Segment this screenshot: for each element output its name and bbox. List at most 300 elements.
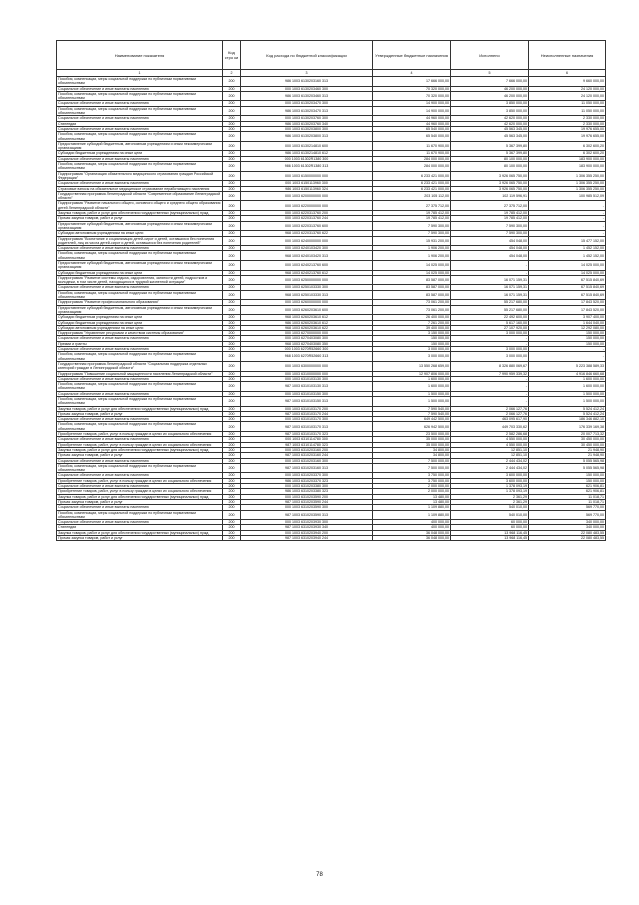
executed-amount-cell: 46 200 000,00 (451, 91, 529, 101)
budget-code-cell: 968 1003 6270R52660 313 (241, 352, 373, 362)
line-code-cell: 200 (223, 151, 241, 156)
budget-code-cell: 000 1003 6310203380 300 (241, 484, 373, 489)
approved-amount-cell: 6 233 421 000,00 (373, 186, 451, 191)
table-row (57, 463, 606, 473)
approved-amount-cell: 34 800,00 (373, 453, 451, 458)
executed-amount-cell: 1 378 093,19 (451, 489, 529, 494)
executed-amount-cell: 55 217 680,00 (451, 305, 529, 315)
executed-amount-cell: 60 000,00 (451, 525, 529, 530)
approved-amount-cell: 36 048 000,00 (373, 530, 451, 535)
unexecuted-amount-cell: 24 120 000,00 (529, 91, 606, 101)
executed-amount-cell: 2 582 286,68 (451, 432, 529, 437)
executed-amount-cell: 22 492 600,00 (451, 315, 529, 320)
approved-amount-cell: 13 480,00 (373, 494, 451, 499)
budget-code-cell: 987 1003 6310203930 340 (241, 525, 373, 530)
unexecuted-amount-cell: 569 770,00 (529, 510, 606, 520)
budget-code-cell: 987 1003 6310103130 313 (241, 382, 373, 392)
approved-amount-cell: 3 750 000,00 (373, 473, 451, 478)
executed-amount-cell: 16 071 159,31 (451, 285, 529, 290)
budget-code-cell: 987 1003 6310203590 313 (241, 510, 373, 520)
executed-amount-cell: 45 563 345,00 (451, 132, 529, 142)
unexecuted-amount-cell: - (529, 211, 606, 216)
executed-amount-cell: 12 851,10 (451, 447, 529, 452)
indicator-name-cell: Предоставление субсидий бюджетным, автономным учреждениям и иным некоммерческим организациям (57, 305, 223, 315)
line-code-cell: 200 (223, 77, 241, 87)
table-row (57, 221, 606, 231)
indicator-name-cell: Закупка товаров, работ и услуг для обеспечения государственных (муниципальных) нужд (57, 211, 223, 216)
unexecuted-amount-cell: 19 976 655,00 (529, 126, 606, 131)
indicator-name-cell: Социальное обеспечение и иные выплаты населению (57, 437, 223, 442)
indicator-name-cell: Прочая закупка товаров, работ и услуг (57, 216, 223, 221)
executed-amount-cell: 102 119 596,91 (451, 191, 529, 201)
indicator-name-cell: Пособия, компенсации, меры социальной поддержки по публичным нормативным обязательствам (57, 290, 223, 300)
indicator-name-cell: Пособия, компенсации, меры социальной поддержки по публичным нормативным обязательствам (57, 132, 223, 142)
indicator-name-cell: Социальное обеспечение и иные выплаты населению (57, 505, 223, 510)
unexecuted-amount-cell: 12 292 080,00 (529, 325, 606, 330)
indicator-name-cell: Государственная программа Ленинградской области "Современное образование Ленинградской области" (57, 191, 223, 201)
unexecuted-amount-cell: 6 302 600,20 (529, 151, 606, 156)
indicator-name-cell: Приобретение товаров, работ, услуг в пользу граждан в целях их социального обеспечения (57, 442, 223, 447)
approved-amount-cell: 13 550 268 659,00 (373, 361, 451, 371)
table-body (57, 77, 606, 541)
unexecuted-amount-cell: 67 515 840,69 (529, 290, 606, 300)
approved-amount-cell: 400 000,00 (373, 520, 451, 525)
indicator-name-cell: Подпрограмма "Воспитание и социализация детей-сирот и детей, оставшихся без попечения родителей, лиц из числа детей-сирот и детей, оставшихся без попечения родителей" (57, 236, 223, 246)
indicator-name-cell: Социальное обеспечение и иные выплаты населению (57, 156, 223, 161)
budget-code-cell: 000 1003 6200000000 000 (241, 191, 373, 201)
indicator-name-cell: Стипендии (57, 525, 223, 530)
indicator-name-cell: Субсидии автономным учреждениям на иные цели (57, 231, 223, 236)
indicator-name-cell: Подпрограмма "Развитие системы отдыха, оздоровления, занятости детей, подростков и молодежи, в том числе детей, находящихся в трудной жизненной ситуации" (57, 275, 223, 285)
header-executed: Исполнено (451, 41, 529, 70)
line-code-cell: 200 (223, 320, 241, 325)
indicator-name-cell: Государственная программа Ленинградской области "Социальная поддержка отдельных категорий граждан в Ленинградской области" (57, 361, 223, 371)
table-row (57, 77, 606, 87)
unexecuted-amount-cell: 21 948,90 (529, 447, 606, 452)
line-code-cell: 200 (223, 86, 241, 91)
budget-code-cell: 000 1003 6130203470 300 (241, 101, 373, 106)
indicator-name-cell: Социальное обеспечение и иные выплаты населению (57, 246, 223, 251)
unexecuted-amount-cell: 1 500 000,00 (529, 391, 606, 396)
approved-amount-cell: 3 750 000,00 (373, 478, 451, 483)
table-row (57, 141, 606, 151)
line-code-cell: 200 (223, 422, 241, 432)
unexecuted-amount-cell: 3 907 400,00 (529, 315, 606, 320)
indicator-name-cell: Социальное обеспечение и иные выплаты населению (57, 473, 223, 478)
approved-amount-cell: 2 000 000,00 (373, 484, 451, 489)
executed-amount-cell: - (451, 336, 529, 341)
budget-code-cell: 000 1003 6310203160 300 (241, 458, 373, 463)
line-code-cell: 200 (223, 371, 241, 376)
executed-amount-cell: 463 095 617,90 (451, 417, 529, 422)
unexecuted-amount-cell: - (529, 201, 606, 211)
executed-amount-cell: 16 071 159,31 (451, 290, 529, 300)
indicator-name-cell: Премии и гранты (57, 341, 223, 346)
unexecuted-amount-cell: 150 000,00 (529, 341, 606, 346)
unexecuted-amount-cell: 24 120 000,00 (529, 86, 606, 91)
executed-amount-cell: 7 590 300,00 (451, 221, 529, 231)
executed-amount-cell: - (451, 397, 529, 407)
table-row (57, 171, 606, 181)
line-code-cell: 200 (223, 275, 241, 285)
line-code-cell: 200 (223, 382, 241, 392)
indicator-name-cell: Пособия, компенсации, меры социальной поддержки по публичным нормативным обязательствам (57, 397, 223, 407)
line-code-cell: 200 (223, 101, 241, 106)
line-code-cell: 200 (223, 505, 241, 510)
unexecuted-amount-cell: 340 000,00 (529, 525, 606, 530)
line-code-cell: 200 (223, 391, 241, 396)
budget-code-cell: 986 1003 61302R1380 313 (241, 162, 373, 172)
approved-amount-cell: 7 261 200,00 (373, 320, 451, 325)
line-code-cell: 200 (223, 411, 241, 416)
approved-amount-cell: 7 590 300,00 (373, 231, 451, 236)
approved-amount-cell: 17 666 000,00 (373, 77, 451, 87)
line-code-cell: 200 (223, 484, 241, 489)
indicator-name-cell: Стипендии (57, 121, 223, 126)
approved-amount-cell: 35 000 000,00 (373, 442, 451, 447)
unexecuted-amount-cell: 5 524 412,24 (529, 406, 606, 411)
budget-code-cell: 000 1003 6310103150 300 (241, 391, 373, 396)
unexecuted-amount-cell: 1 452 152,00 (529, 246, 606, 251)
table-row (57, 191, 606, 201)
executed-amount-cell: 55 217 680,00 (451, 300, 529, 305)
executed-amount-cell: - (451, 341, 529, 346)
approved-amount-cell: 14 900 000,00 (373, 106, 451, 116)
line-code-cell: 200 (223, 201, 241, 211)
indicator-name-cell: Пособия, компенсации, меры социальной поддержки по публичным нормативным обязательствам (57, 352, 223, 362)
budget-code-cell: 000 1003 6310000000 000 (241, 371, 373, 376)
budget-code-cell: 986 1003 6130203470 313 (241, 106, 373, 116)
approved-amount-cell: 7 500 000,00 (373, 458, 451, 463)
budget-code-cell: 987 1003 6310103170 323 (241, 432, 373, 437)
unexecuted-amount-cell: 1 600 000,00 (529, 382, 606, 392)
approved-amount-cell: 6 233 421 000,00 (373, 171, 451, 181)
indicator-name-cell: Субсидии автономным учреждениям на иные цели (57, 325, 223, 330)
approved-amount-cell: 7 590 540,00 (373, 411, 451, 416)
approved-amount-cell: 27 375 712,00 (373, 201, 451, 211)
budget-code-cell: 968 1003 6240213760 612 (241, 270, 373, 275)
approved-amount-cell: 1 500 000,00 (373, 391, 451, 396)
unexecuted-amount-cell: 5 524 412,24 (529, 411, 606, 416)
approved-amount-cell: 44 960 000,00 (373, 121, 451, 126)
unexecuted-amount-cell: 67 515 840,69 (529, 285, 606, 290)
unexecuted-amount-cell: 176 339 169,38 (529, 422, 606, 432)
unexecuted-amount-cell: 150 000,00 (529, 336, 606, 341)
approved-amount-cell: 11 670 900,00 (373, 151, 451, 156)
indicator-name-cell: Социальное обеспечение и иные выплаты населению (57, 458, 223, 463)
budget-code-cell: 986 1003 6130203460 313 (241, 91, 373, 101)
approved-amount-cell: 65 540 000,00 (373, 126, 451, 131)
executed-amount-cell: 42 620 000,00 (451, 121, 529, 126)
line-code-cell: 200 (223, 520, 241, 525)
unexecuted-amount-cell: 1 306 355 250,00 (529, 171, 606, 181)
budget-code-cell: 000 1003 6270R52660 300 (241, 347, 373, 352)
approved-amount-cell: 1 600 000,00 (373, 382, 451, 392)
indicator-name-cell: Подпрограмма "Организация обязательного медицинского страхования граждан Российской Федерации" (57, 171, 223, 181)
budget-code-cell: 987 1003 6310114780 323 (241, 442, 373, 447)
budget-code-cell: 000 1003 6220313760 600 (241, 221, 373, 231)
line-code-cell: 200 (223, 171, 241, 181)
approved-amount-cell: 6 233 421 000,00 (373, 181, 451, 186)
line-code-cell: 200 (223, 231, 241, 236)
unexecuted-amount-cell: 20 007 713,32 (529, 432, 606, 437)
approved-amount-cell: 36 048 000,00 (373, 536, 451, 541)
table-row (57, 510, 606, 520)
approved-amount-cell: 14 025 000,00 (373, 260, 451, 270)
indicator-name-cell: Предоставление субсидий бюджетным, автономным учреждениям и иным некоммерческим организациям (57, 221, 223, 231)
unexecuted-amount-cell: 340 000,00 (529, 520, 606, 525)
budget-code-cell: 000 1003 6310103170 300 (241, 417, 373, 422)
unexecuted-amount-cell: 621 906,81 (529, 489, 606, 494)
budget-code-cell: 000 1003 6150000000 000 (241, 171, 373, 181)
unexecuted-amount-cell: - (529, 352, 606, 362)
approved-amount-cell: 14 025 000,00 (373, 270, 451, 275)
executed-amount-cell: 540 010,00 (451, 510, 529, 520)
budget-code-cell: 986 1003 6130203760 340 (241, 121, 373, 126)
unexecuted-amount-cell: 1 306 355 250,00 (529, 186, 606, 191)
budget-code-cell: 000 1003 6240103420 300 (241, 246, 373, 251)
executed-amount-cell: 19 785 412,00 (451, 216, 529, 221)
approved-amount-cell: 35 000 000,00 (373, 437, 451, 442)
indicator-name-cell: Подпрограмма "Повышение социальной защищенности населения Ленинградской области" (57, 371, 223, 376)
executed-amount-cell: 7 590 300,00 (451, 231, 529, 236)
unexecuted-amount-cell: 30 450 000,00 (529, 437, 606, 442)
line-code-cell: 200 (223, 536, 241, 541)
table-row (57, 361, 606, 371)
unexecuted-amount-cell: 1 452 152,00 (529, 251, 606, 261)
budget-code-cell: 000 1003 6250000000 000 (241, 275, 373, 285)
budget-code-cell: 000 1003 6220000000 000 (241, 201, 373, 211)
line-code-cell: 200 (223, 121, 241, 126)
approved-amount-cell: 1 109 880,00 (373, 510, 451, 520)
line-code-cell: 200 (223, 489, 241, 494)
approved-amount-cell: 83 587 000,00 (373, 285, 451, 290)
table-row (57, 352, 606, 362)
table-row (57, 275, 606, 285)
executed-amount-cell: 5 367 399,80 (451, 141, 529, 151)
executed-amount-cell: 2 066 127,76 (451, 411, 529, 416)
executed-amount-cell: 3 600 000,00 (451, 473, 529, 478)
budget-code-cell: 000 1003 6130203760 300 (241, 116, 373, 121)
approved-amount-cell: 1 906 200,00 (373, 246, 451, 251)
line-code-cell: 200 (223, 106, 241, 116)
table-row (57, 260, 606, 270)
executed-amount-cell: 3 000 000,00 (451, 347, 529, 352)
table-row (57, 305, 606, 315)
budget-code-cell: 968 1003 6260203610 612 (241, 315, 373, 320)
unexecuted-amount-cell: 15 477 152,00 (529, 236, 606, 246)
approved-amount-cell: 1 500 000,00 (373, 397, 451, 407)
unexecuted-amount-cell: 5 223 388 589,33 (529, 361, 606, 371)
executed-amount-cell: 449 703 330,62 (451, 422, 529, 432)
line-code-cell: 200 (223, 499, 241, 504)
budget-code-cell: 000 1003 6250103330 300 (241, 285, 373, 290)
executed-amount-cell: 5 367 399,80 (451, 151, 529, 156)
executed-amount-cell: 60 000,00 (451, 520, 529, 525)
executed-amount-cell: 7 666 000,00 (451, 77, 529, 87)
unexecuted-amount-cell: 11 050 000,00 (529, 106, 606, 116)
executed-amount-cell: 3 600 000,00 (451, 478, 529, 483)
line-code-cell: 200 (223, 458, 241, 463)
approved-amount-cell: 44 960 000,00 (373, 116, 451, 121)
indicator-name-cell: Закупка товаров, работ и услуг для обеспечения государственных (муниципальных) нужд (57, 494, 223, 499)
unexecuted-amount-cell: 5 055 565,98 (529, 463, 606, 473)
unexecuted-amount-cell: 6 302 600,20 (529, 141, 606, 151)
unexecuted-amount-cell: 150 000,00 (529, 478, 606, 483)
budget-code-cell: 000 1003 6310114780 300 (241, 437, 373, 442)
table-row (57, 397, 606, 407)
executed-amount-cell: 16 071 159,31 (451, 275, 529, 285)
indicator-name-cell: Социальное обеспечение и иные выплаты населению (57, 484, 223, 489)
unexecuted-amount-cell: 1 306 355 250,00 (529, 181, 606, 186)
budget-code-cell: 986 1003 6130203800 313 (241, 132, 373, 142)
unexecuted-amount-cell: 1 644 040,00 (529, 320, 606, 325)
approved-amount-cell: 150 000,00 (373, 341, 451, 346)
budget-code-cell: 987 1003 6310203590 244 (241, 499, 373, 504)
executed-amount-cell: 3 850 000,00 (451, 101, 529, 106)
budget-code-cell: 968 1003 6220313760 622 (241, 231, 373, 236)
budget-code-cell: 987 1003 6310103150 313 (241, 397, 373, 407)
unexecuted-amount-cell: 22 080 483,55 (529, 530, 606, 535)
executed-amount-cell: 3 926 065 750,00 (451, 171, 529, 181)
unexecuted-amount-cell: 183 900 000,00 (529, 156, 606, 161)
index-cell: 5 (451, 70, 529, 77)
budget-code-cell: 968 1003 6270403080 350 (241, 341, 373, 346)
executed-amount-cell: 3 926 065 750,00 (451, 181, 529, 186)
table-row (57, 132, 606, 142)
unexecuted-amount-cell: - (529, 216, 606, 221)
unexecuted-amount-cell: 621 906,81 (529, 484, 606, 489)
executed-amount-cell: 8 326 880 069,67 (451, 361, 529, 371)
line-code-cell: 200 (223, 300, 241, 305)
budget-code-cell: 000 1003 6300000000 000 (241, 361, 373, 371)
indicator-name-cell: Социальное обеспечение и иные выплаты населению (57, 520, 223, 525)
indicator-name-cell: Социальное обеспечение и иные выплаты населению (57, 376, 223, 381)
executed-amount-cell: - (451, 376, 529, 381)
approved-amount-cell: 26 400 000,00 (373, 315, 451, 320)
indicator-name-cell: Пособия, компенсации, меры социальной поддержки по публичным нормативным обязательствам (57, 106, 223, 116)
indicator-name-cell: Предоставление субсидий бюджетным, автономным учреждениям и иным некоммерческим организациям (57, 141, 223, 151)
line-code-cell: 200 (223, 463, 241, 473)
approved-amount-cell: 34 800,00 (373, 447, 451, 452)
approved-amount-cell: 65 540 000,00 (373, 132, 451, 142)
table-row (57, 91, 606, 101)
approved-amount-cell: 14 900 000,00 (373, 101, 451, 106)
line-code-cell: 200 (223, 260, 241, 270)
executed-amount-cell: 27 107 920,00 (451, 325, 529, 330)
approved-amount-cell: 70 320 000,00 (373, 86, 451, 91)
indicator-name-cell: Прочая закупка товаров, работ и услуг (57, 499, 223, 504)
table-row (57, 422, 606, 432)
budget-code-cell: 000 1003 6310203370 300 (241, 473, 373, 478)
approved-amount-cell: 7 500 000,00 (373, 463, 451, 473)
header-approved: Утвержденные бюджетные назначения (373, 41, 451, 70)
budget-code-cell: 000 1003 6270403080 300 (241, 336, 373, 341)
line-code-cell: 200 (223, 216, 241, 221)
line-code-cell: 200 (223, 315, 241, 320)
table-row (57, 536, 606, 541)
line-code-cell: 200 (223, 251, 241, 261)
indicator-name-cell: Пособия, компенсации, меры социальной поддержки по публичным нормативным обязательствам (57, 422, 223, 432)
line-code-cell: 200 (223, 221, 241, 231)
approved-amount-cell: 3 150 000,00 (373, 331, 451, 336)
approved-amount-cell: 284 000 000,00 (373, 162, 451, 172)
indicator-name-cell: Пособия, компенсации, меры социальной поддержки по публичным нормативным обязательствам (57, 382, 223, 392)
table-index-row (57, 70, 606, 77)
index-cell: 2 (223, 70, 241, 77)
executed-amount-cell: 2 361,29 (451, 499, 529, 504)
indicator-name-cell: Приобретение товаров, работ, услуг в пользу граждан в целях их социального обеспечения (57, 432, 223, 437)
budget-code-cell: 968 1003 6250103330 313 (241, 290, 373, 300)
indicator-name-cell: Социальное обеспечение и иные выплаты населению (57, 181, 223, 186)
line-code-cell: 200 (223, 406, 241, 411)
budget-code-cell: 968 1003 6260203610 622 (241, 325, 373, 330)
executed-amount-cell: - (451, 260, 529, 270)
budget-code-cell: 000 1003 6130214810 600 (241, 141, 373, 151)
budget-code-cell: 000 1003 6220313760 244 (241, 216, 373, 221)
executed-amount-cell: 13 968 116,45 (451, 530, 529, 535)
budget-code-cell: 000 1003 6310203930 300 (241, 520, 373, 525)
approved-amount-cell: 39 400 000,00 (373, 325, 451, 330)
unexecuted-amount-cell: 11 018,71 (529, 494, 606, 499)
executed-amount-cell: 1 378 093,19 (451, 484, 529, 489)
approved-amount-cell: 73 061 200,00 (373, 305, 451, 315)
unexecuted-amount-cell: 21 948,90 (529, 453, 606, 458)
line-code-cell: 200 (223, 473, 241, 478)
line-code-cell: 200 (223, 453, 241, 458)
line-code-cell: 200 (223, 191, 241, 201)
budget-code-cell: 986 1003 6310203380 323 (241, 489, 373, 494)
unexecuted-amount-cell: 1 600 000,00 (529, 376, 606, 381)
indicator-name-cell: Социальное обеспечение и иные выплаты населению (57, 285, 223, 290)
budget-code-cell: 000 1003 6310203160 200 (241, 447, 373, 452)
line-code-cell: 200 (223, 510, 241, 520)
line-code-cell: 200 (223, 325, 241, 330)
executed-amount-cell: 454 048,00 (451, 251, 529, 261)
budget-code-cell: 986 1003 6260203610 612 (241, 320, 373, 325)
executed-amount-cell: 80 100 000,00 (451, 162, 529, 172)
table-row (57, 106, 606, 116)
indicator-name-cell: Социальное обеспечение и иные выплаты населению (57, 101, 223, 106)
indicator-name-cell: Социальное обеспечение и иные выплаты населению (57, 86, 223, 91)
budget-code-cell: 000 1003 6310203940 200 (241, 530, 373, 535)
executed-amount-cell: 5 617 160,00 (451, 320, 529, 325)
indicator-name-cell: Социальное обеспечение и иные выплаты населению (57, 336, 223, 341)
indicator-name-cell: Пособия, компенсации, меры социальной поддержки по публичным нормативным обязательствам (57, 91, 223, 101)
indicator-name-cell: Пособия, компенсации, меры социальной поддержки по публичным нормативным обязательствам (57, 463, 223, 473)
index-cell: 3 (241, 70, 373, 77)
indicator-name-cell: Прочая закупка товаров, работ и услуг (57, 453, 223, 458)
indicator-name-cell: Субсидии бюджетным учреждениям на иные цели (57, 151, 223, 156)
executed-amount-cell: 3 926 065 750,00 (451, 186, 529, 191)
line-code-cell: 200 (223, 156, 241, 161)
executed-amount-cell: 19 785 412,00 (451, 211, 529, 216)
line-code-cell: 200 (223, 141, 241, 151)
budget-code-cell: 986 1003 6150113960 324 (241, 186, 373, 191)
table-row (57, 290, 606, 300)
approved-amount-cell: 7 590 540,00 (373, 406, 451, 411)
executed-amount-cell: 42 620 000,00 (451, 116, 529, 121)
approved-amount-cell: 70 320 000,00 (373, 91, 451, 101)
executed-amount-cell: 46 200 000,00 (451, 86, 529, 91)
indicator-name-cell: Закупка товаров, работ и услуг для обеспечения государственных (муниципальных) нужд (57, 530, 223, 535)
approved-amount-cell: 83 587 000,00 (373, 290, 451, 300)
unexecuted-amount-cell: 11 050 000,00 (529, 101, 606, 106)
line-code-cell: 200 (223, 447, 241, 452)
approved-amount-cell: 1 109 880,00 (373, 505, 451, 510)
header-budget-code: Код расхода по бюджетной классификации (241, 41, 373, 70)
indicator-name-cell: Пособия, компенсации, меры социальной поддержки по публичным нормативным обязательствам (57, 77, 223, 87)
